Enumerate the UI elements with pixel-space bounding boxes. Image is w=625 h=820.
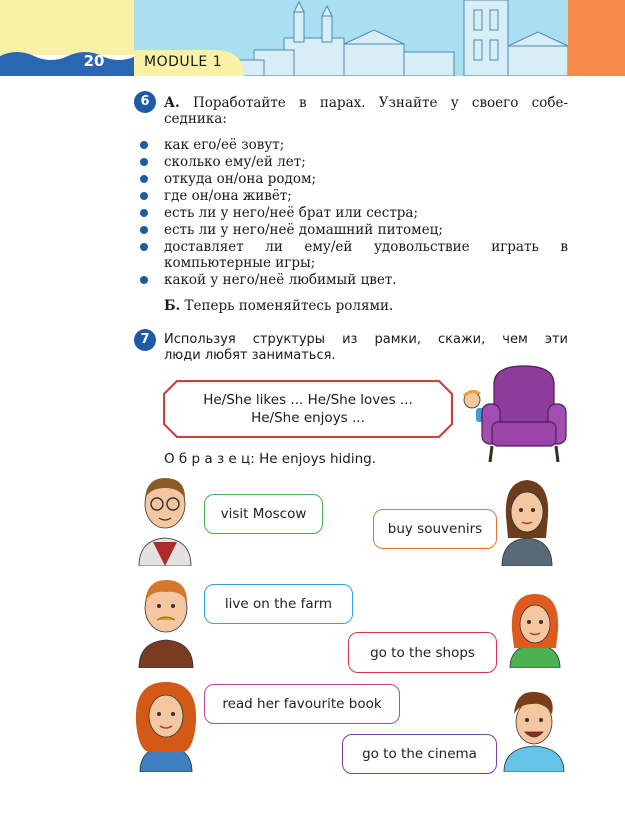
instruction-line1: Используя структуры из рамки, скажи, чем эти [164, 332, 568, 347]
part-a-line2: седника: [164, 111, 227, 127]
bullet-icon [140, 141, 148, 149]
part-b-text: Теперь поменяйтесь ролями. [184, 298, 394, 314]
bullet-item: какой у него/неё любимый цвет. [164, 272, 397, 288]
phrase-live-on-the-farm: live on the farm [204, 584, 353, 624]
exercise-7-number: 7 [134, 329, 156, 351]
armchair-with-child-icon [462, 364, 570, 466]
module-label: MODULE 1 [144, 54, 223, 70]
part-a-label: А. [164, 95, 180, 111]
part-a-line1: Поработайте в парах. Узнайте у своего собе- [192, 95, 568, 111]
bullet-item: откуда он/она родом; [164, 171, 317, 187]
exercise-6-number: 6 [134, 91, 156, 113]
example-label: О б р а з е ц: [164, 451, 255, 467]
bullet-item: есть ли у него/неё брат или сестра; [164, 205, 419, 221]
boy-with-mustache-icon [135, 576, 197, 668]
bullet-item: доставляет ли ему/ей удовольствие играть в [164, 239, 568, 255]
phrase-go-to-the-cinema: go to the cinema [342, 734, 497, 774]
frame-line2: He/She enjoys ... [251, 410, 365, 426]
structures-text [163, 391, 453, 427]
header-orange-band [568, 0, 625, 76]
girl-red-hair-icon [508, 590, 562, 668]
instruction-line2: люди любят заниматься. [164, 348, 336, 363]
bullet-item-continued: компьютерные игры; [164, 255, 316, 271]
bullet-item: есть ли у него/неё домашний питомец; [164, 222, 443, 238]
phrase-go-to-the-shops: go to the shops [348, 632, 497, 673]
bullet-icon [140, 226, 148, 234]
bullet-item: сколько ему/ей лет; [164, 154, 306, 170]
phrase-visit-moscow: visit Moscow [204, 494, 323, 534]
bullet-item: как его/её зовут; [164, 137, 285, 153]
header-yellow-band [0, 0, 135, 55]
girl-brown-hair-icon [500, 476, 554, 566]
phrase-read-her-favourite-book: read her favourite book [204, 684, 400, 724]
bullet-icon [140, 243, 148, 251]
bullet-icon [140, 276, 148, 284]
phrase-buy-souvenirs: buy souvenirs [373, 509, 497, 549]
boy-smiling-icon [500, 688, 568, 772]
bullet-icon [140, 175, 148, 183]
exercise-7-instruction [164, 332, 568, 364]
boy-with-glasses-icon [135, 472, 195, 566]
frame-line1: He/She likes ... He/She loves ... [203, 392, 413, 408]
bullet-icon [140, 158, 148, 166]
page-number: 20 [83, 52, 105, 70]
bullet-icon [140, 192, 148, 200]
exercise-6-part-b [164, 298, 393, 314]
example-line [164, 451, 376, 467]
girl-curly-hair-icon [134, 678, 198, 772]
example-text: He enjoys hiding. [259, 451, 377, 467]
exercise-6-part-a [164, 95, 568, 127]
bullet-icon [140, 209, 148, 217]
part-b-label: Б. [164, 298, 181, 314]
bullet-item: где он/она живёт; [164, 188, 292, 204]
